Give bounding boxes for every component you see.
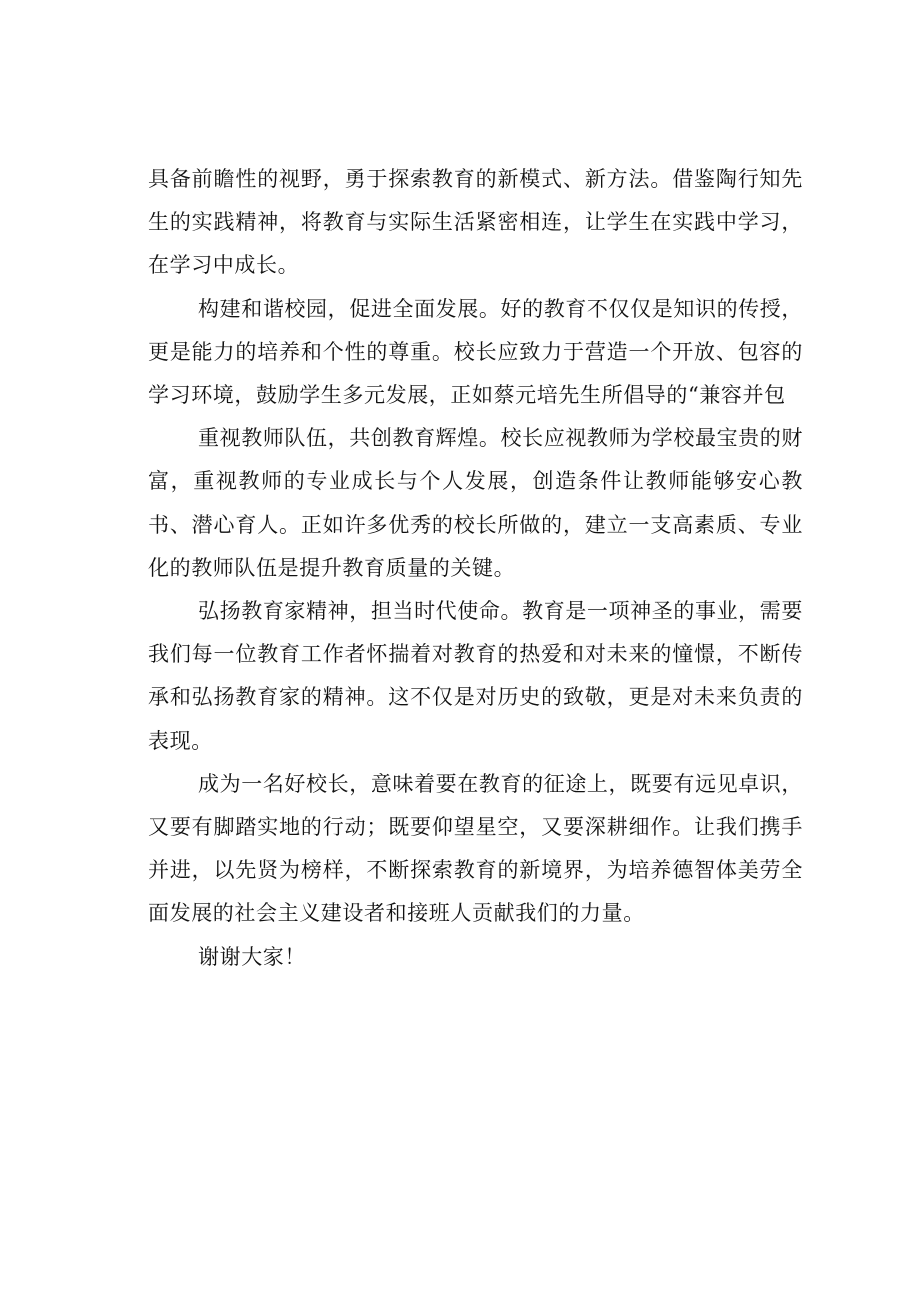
closing-thanks: 谢谢大家！	[198, 944, 306, 969]
paragraph-good-principal: 成为一名好校长，意味着要在教育的征途上，既要有远见卓识，又要有脚踏实地的行动；既要仰望星空，又要深耕细作。让我们携手并进，以先贤为榜样，不断探索教育的新境界，为培养德智体美劳全面发展的社会主义建设者和接班人贡献我们的力量。	[148, 771, 803, 926]
document-body	[148, 158, 803, 979]
paragraph-continuation: 具备前瞻性的视野，勇于探索教育的新模式、新方法。借鉴陶行知先生的实践精神，将教育与实际生活紧密相连，让学生在实践中学习，在学习中成长。	[148, 167, 803, 278]
paragraph-harmonious-campus: 构建和谐校园，促进全面发展。好的教育不仅仅是知识的传授，更是能力的培养和个性的尊重。校长应致力于营造一个开放、包容的学习环境，鼓励学生多元发展，正如蔡元培先生所倡导的“兼容并包	[148, 296, 803, 408]
paragraph-educator-spirit: 弘扬教育家精神，担当时代使命。教育是一项神圣的事业，需要我们每一位教育工作者怀揣着对教育的热爱和对未来的憧憬，不断传承和弘扬教育家的精神。这不仅是对历史的致敬，更是对未来负责的表现。	[148, 599, 803, 753]
paragraph-teacher-team: 重视教师队伍，共创教育辉煌。校长应视教师为学校最宝贵的财富，重视教师的专业成长与个人发展，创造条件让教师能够安心教书、潜心育人。正如许多优秀的校长所做的，建立一支高素质、专业化的教师队伍是提升教育质量的关键。	[148, 426, 803, 580]
